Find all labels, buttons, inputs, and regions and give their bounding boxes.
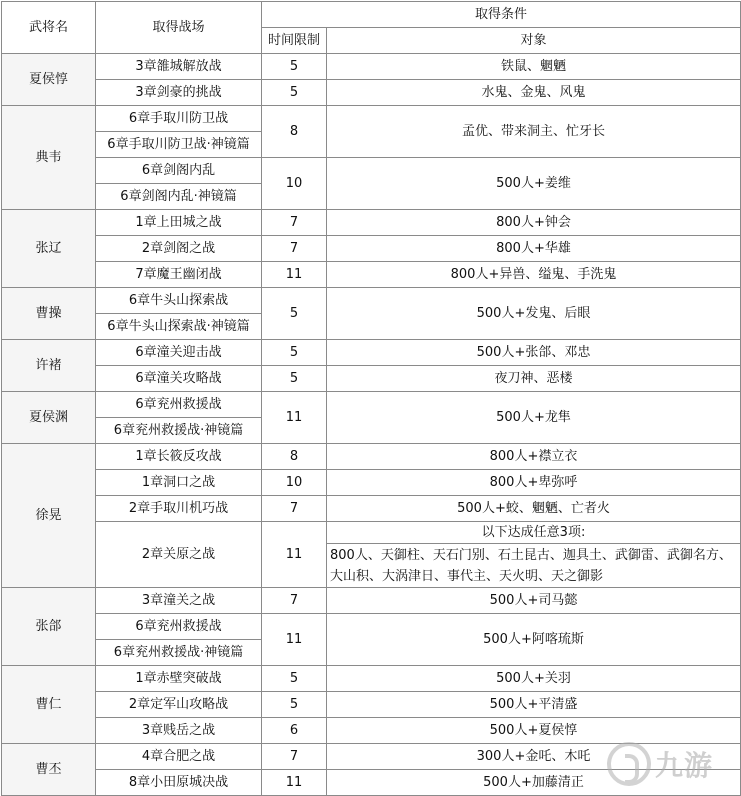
- watermark-text: 九游: [655, 749, 714, 782]
- time-limit: 11: [262, 614, 327, 666]
- target-text: 500人+蛟、魍魉、亡者火: [327, 496, 741, 522]
- table-row: [2, 210, 741, 236]
- battle-name: 4章合肥之战: [96, 744, 262, 770]
- target-text: 800人+卑弥呼: [327, 470, 741, 496]
- table-row: [2, 340, 741, 366]
- time-limit: 7: [262, 210, 327, 236]
- header-general: 武将名: [2, 2, 96, 54]
- time-limit: 8: [262, 106, 327, 158]
- battle-name: 6章兖州救援战: [96, 392, 262, 418]
- time-limit: 7: [262, 744, 327, 770]
- battle-name: 6章剑阁内乱: [96, 158, 262, 184]
- general-name: 夏侯渊: [2, 392, 96, 444]
- table-row: [2, 80, 741, 106]
- table-row: [2, 392, 741, 418]
- table-row: [2, 496, 741, 522]
- battle-name: 1章洞口之战: [96, 470, 262, 496]
- battle-name: 6章兖州救援战·神镜篇: [96, 640, 262, 666]
- table-row: [2, 614, 741, 640]
- battle-name: 2章手取川机巧战: [96, 496, 262, 522]
- target-text: 500人+平清盛: [327, 692, 741, 718]
- time-limit: 10: [262, 158, 327, 210]
- general-name: 张辽: [2, 210, 96, 288]
- time-limit: 11: [262, 262, 327, 288]
- header-battle: 取得战场: [96, 2, 262, 54]
- time-limit: 6: [262, 718, 327, 744]
- time-limit: 7: [262, 236, 327, 262]
- battle-name: 1章赤壁突破战: [96, 666, 262, 692]
- battle-name: 2章定军山攻略战: [96, 692, 262, 718]
- time-limit: 7: [262, 588, 327, 614]
- time-limit: 7: [262, 496, 327, 522]
- target-text: 800人+襟立衣: [327, 444, 741, 470]
- time-limit: 5: [262, 666, 327, 692]
- header-target: 对象: [327, 28, 741, 54]
- time-limit: 5: [262, 692, 327, 718]
- target-text: 800人+异兽、缢鬼、手洗鬼: [327, 262, 741, 288]
- target-text: 水鬼、金鬼、风鬼: [327, 80, 741, 106]
- time-limit: 5: [262, 366, 327, 392]
- battle-name: 6章潼关攻略战: [96, 366, 262, 392]
- target-text: 500人+加藤清正: [327, 770, 741, 796]
- battle-name: 6章兖州救援战: [96, 614, 262, 640]
- target-text: 500人+姜维: [327, 158, 741, 210]
- header-conditions: 取得条件: [262, 2, 741, 28]
- general-name: 徐晃: [2, 444, 96, 588]
- time-limit: 10: [262, 470, 327, 496]
- battle-name: 3章雒城解放战: [96, 54, 262, 80]
- table-row: [2, 522, 741, 544]
- watermark: [607, 738, 737, 790]
- general-name: 曹操: [2, 288, 96, 340]
- header-time: 时间限制: [262, 28, 327, 54]
- table-row: [2, 366, 741, 392]
- target-text: 铁鼠、魍魉: [327, 54, 741, 80]
- battle-name: 6章手取川防卫战·神镜篇: [96, 132, 262, 158]
- table-row: [2, 158, 741, 184]
- time-limit: 5: [262, 54, 327, 80]
- battle-name: 6章牛头山探索战·神镜篇: [96, 314, 262, 340]
- general-name: 张郃: [2, 588, 96, 666]
- battle-name: 3章剑豪的挑战: [96, 80, 262, 106]
- time-limit: 5: [262, 80, 327, 106]
- table-row: [2, 106, 741, 132]
- general-name: 典韦: [2, 106, 96, 210]
- target-text: 以下达成任意3项:: [327, 522, 741, 544]
- target-detail-text: 800人、天御柱、天石门别、石土昆古、迦具土、武御雷、武御名方、大山积、大涡津日、事代主、天火明、天之御影: [327, 544, 741, 588]
- target-text: 夜刀神、恶楼: [327, 366, 741, 392]
- target-text: 500人+关羽: [327, 666, 741, 692]
- time-limit: 11: [262, 522, 327, 588]
- jiuyou-logo-icon: [607, 742, 651, 786]
- battle-name: 3章贱岳之战: [96, 718, 262, 744]
- target-text: 孟优、带来洞主、忙牙长: [327, 106, 741, 158]
- battle-name: 7章魔王幽闭战: [96, 262, 262, 288]
- target-text: 500人+阿喀琉斯: [327, 614, 741, 666]
- general-name: 曹丕: [2, 744, 96, 796]
- table-row: [2, 262, 741, 288]
- time-limit: 11: [262, 392, 327, 444]
- acquisition-table: [1, 1, 741, 796]
- battle-name: 1章长筱反攻战: [96, 444, 262, 470]
- target-text: 300人+金吒、木吒: [327, 744, 741, 770]
- target-text: 500人+张郃、邓忠: [327, 340, 741, 366]
- battle-name: 8章小田原城决战: [96, 770, 262, 796]
- target-text: 500人+司马懿: [327, 588, 741, 614]
- general-name: 曹仁: [2, 666, 96, 744]
- time-limit: 11: [262, 770, 327, 796]
- table-row: [2, 588, 741, 614]
- time-limit: 5: [262, 340, 327, 366]
- time-limit: 5: [262, 288, 327, 340]
- target-text: 500人+龙隼: [327, 392, 741, 444]
- general-name: 夏侯惇: [2, 54, 96, 106]
- battle-name: 3章潼关之战: [96, 588, 262, 614]
- battle-name: 1章上田城之战: [96, 210, 262, 236]
- battle-name: 2章剑阁之战: [96, 236, 262, 262]
- table-row: [2, 692, 741, 718]
- table-row: [2, 444, 741, 470]
- table-row: [2, 288, 741, 314]
- time-limit: 8: [262, 444, 327, 470]
- target-text: 500人+发鬼、后眼: [327, 288, 741, 340]
- target-text: 800人+华雄: [327, 236, 741, 262]
- table-row: [2, 236, 741, 262]
- table-row: [2, 54, 741, 80]
- table-row: [2, 666, 741, 692]
- battle-name: 6章牛头山探索战: [96, 288, 262, 314]
- battle-name: 6章潼关迎击战: [96, 340, 262, 366]
- battle-name: 6章兖州救援战·神镜篇: [96, 418, 262, 444]
- battle-name: 6章手取川防卫战: [96, 106, 262, 132]
- general-name: 许褚: [2, 340, 96, 392]
- table-row: [2, 470, 741, 496]
- target-text: 800人+钟会: [327, 210, 741, 236]
- target-text: 500人+夏侯惇: [327, 718, 741, 744]
- battle-name: 2章关原之战: [96, 522, 262, 588]
- battle-name: 6章剑阁内乱·神镜篇: [96, 184, 262, 210]
